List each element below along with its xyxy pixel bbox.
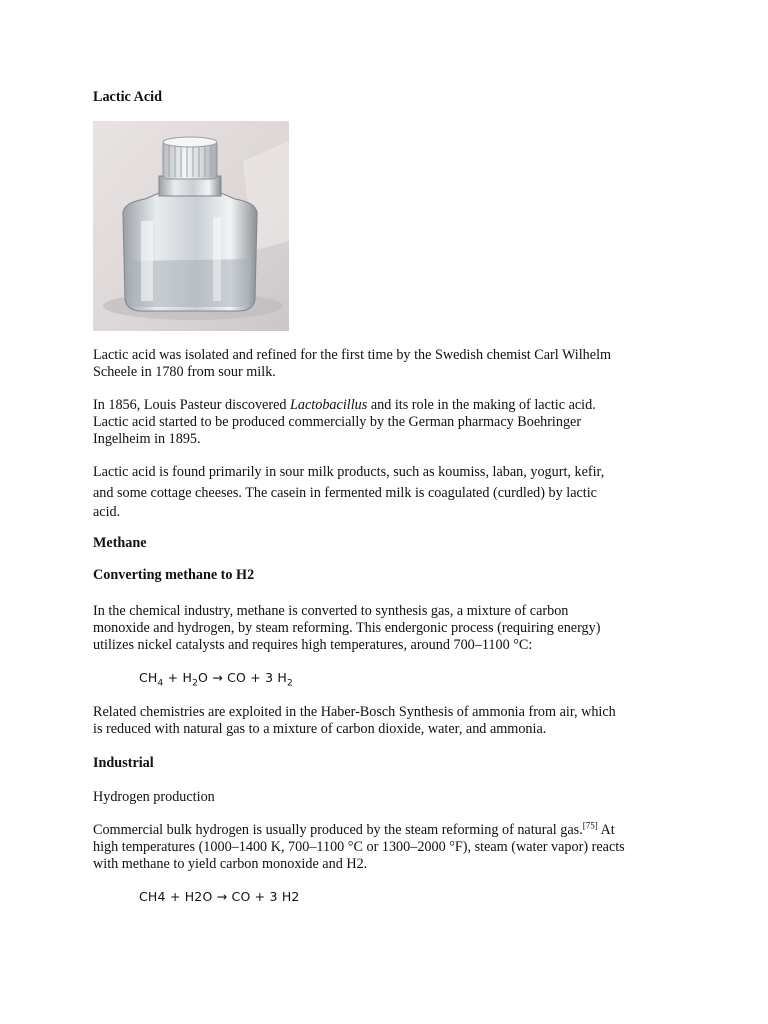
eq1-sub4: 4 — [157, 678, 164, 689]
methane-p1-line2: monoxide and hydrogen, by steam reforming. This endergonic process (requiring energy) — [93, 620, 601, 636]
lactic-p3-line2: and some cottage cheeses. The casein in fermented milk is coagulated (curdled) by lactic — [93, 485, 597, 501]
industrial-p1-line1 — [93, 822, 615, 839]
lactic-acid-bottle-photo — [93, 121, 289, 331]
heading-lactic-acid: Lactic Acid — [93, 89, 162, 105]
methane-p1-line3: utilizes nickel catalysts and requires high temperatures, around 700–1100 °C: — [93, 637, 533, 653]
equation-steam-reforming-1 — [139, 670, 293, 689]
reference-75[interactable]: [75] — [582, 820, 598, 831]
lactobacillus-term: Lactobacillus — [290, 397, 368, 413]
industrial-p1-text-a: Commercial bulk hydrogen is usually produced by the steam reforming of natural gas. — [93, 822, 583, 838]
lactic-p2-text-b: and its role in the making of lactic acid. — [367, 397, 596, 413]
equation-steam-reforming-2: CH4 + H2O → CO + 3 H2 — [139, 889, 300, 904]
lactic-p3-line1: Lactic acid is found primarily in sour milk products, such as koumiss, laban, yogurt, kefir, — [93, 464, 605, 480]
subheading-converting-methane: Converting methane to H2 — [93, 567, 255, 583]
industrial-p1-line2: high temperatures (1000–1400 K, 700–1100 °C or 1300–2000 °F), steam (water vapor) reacts — [93, 839, 625, 855]
lactic-p3-line3: acid. — [93, 504, 121, 520]
industrial-p1-text-b: At — [597, 822, 615, 838]
methane-p2-line2: is reduced with natural gas to a mixture of carbon dioxide, water, and ammonia. — [93, 721, 547, 737]
bottle-image — [93, 121, 289, 331]
heading-industrial: Industrial — [93, 755, 154, 771]
eq1-ch: CH — [139, 670, 158, 685]
subheading-hydrogen-production: Hydrogen production — [93, 789, 215, 805]
lactic-p2-line3: Ingelheim in 1895. — [93, 431, 201, 447]
methane-p2-line1: Related chemistries are exploited in the Haber-Bosch Synthesis of ammonia from air, which — [93, 704, 616, 720]
lactic-p2-line2: Lactic acid started to be produced commercially by the German pharmacy Boehringer — [93, 414, 582, 430]
eq1-sub2b: 2 — [287, 678, 293, 689]
industrial-p1-line3: with methane to yield carbon monoxide and H2. — [93, 856, 368, 872]
methane-p1-line1: In the chemical industry, methane is converted to synthesis gas, a mixture of carbon — [93, 603, 569, 619]
heading-methane: Methane — [93, 535, 147, 551]
lactic-p1-line2: Scheele in 1780 from sour milk. — [93, 364, 276, 380]
lactic-p1-line1: Lactic acid was isolated and refined for the first time by the Swedish chemist Carl Wilhelm — [93, 347, 612, 363]
eq1-rest: O → CO + 3 H — [198, 670, 288, 685]
lactic-p2-line1 — [93, 397, 596, 414]
eq1-plus-h: + H — [163, 670, 193, 685]
eq1-sub2a: 2 — [192, 678, 199, 689]
lactic-p2-text-a: In 1856, Louis Pasteur discovered — [93, 397, 291, 413]
